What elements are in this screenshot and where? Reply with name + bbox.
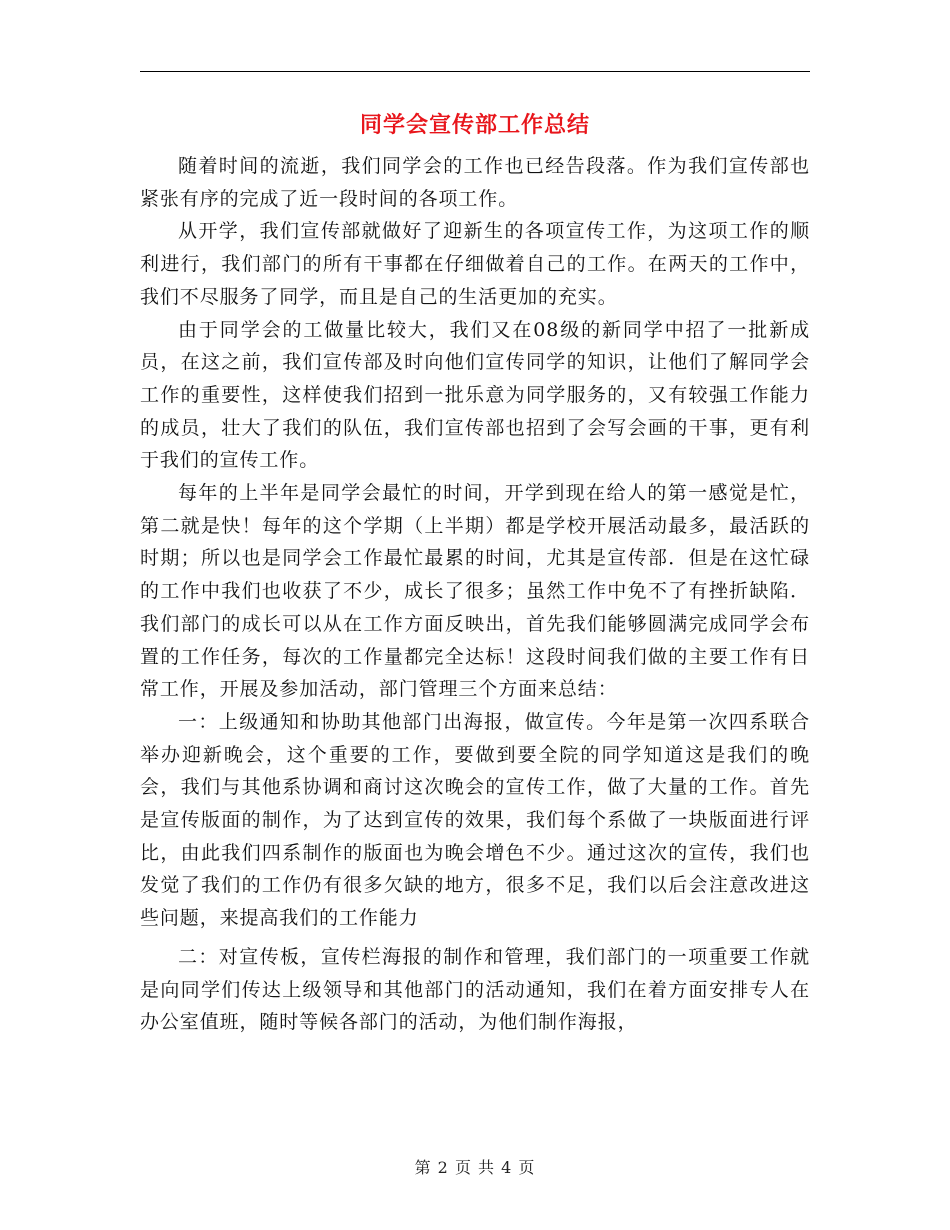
page-number-footer: 第 2 页 共 4 页: [414, 1158, 536, 1177]
paragraph-item-two: 二：对宣传板，宣传栏海报的制作和管理，我们部门的一项重要工作就是向同学们传达上级领导和其他部门的活动通知，我们在着方面安排专人在办公室值班，随时等候各部门的活动，为他们制作海报，: [140, 945, 810, 1034]
paragraph-orientation: 从开学，我们宣传部就做好了迎新生的各项宣传工作，为这项工作的顺利进行，我们部门的所有干事都在仔细做着自己的工作。在两天的工作中，我们不尽服务了同学，而且是自己的生活更加的充实。: [140, 220, 810, 308]
header-rule: [140, 71, 810, 72]
document-title: 同学会宣传部工作总结: [359, 112, 590, 138]
paragraph-busy-semester: 每年的上半年是同学会最忙的时间，开学到现在给人的第一感觉是忙，第二就是快！每年的这个学期（上半期）都是学校开展活动最多，最活跃的时期；所以也是同学会工作最忙最累的时间，尤其是宣传部．但是在这忙碌的工作中我们也收获了不少，成长了很多；虽然工作中免不了有挫折缺陷．我们部门的成长可以从在工作方面反映出，首先我们能够圆满完成同学会布置的工作任务，每次的工作量都完全达标！这段时间我们做的主要工作有日常工作，开展及参加活动，部门管理三个方面来总结：: [140, 482, 810, 701]
paragraph-intro: 随着时间的流逝，我们同学会的工作也已经告段落。作为我们宣传部也紧张有序的完成了近一段时间的各项工作。: [140, 155, 810, 210]
document-body: [140, 150, 810, 1039]
paragraph-item-one: 一：上级通知和协助其他部门出海报，做宣传。今年是第一次四系联合举办迎新晚会，这个重要的工作，要做到要全院的同学知道这是我们的晚会，我们与其他系协调和商讨这次晚会的宣传工作，做了大量的工作。首先是宣传版面的制作，为了达到宣传的效果，我们每个系做了一块版面进行评比，由此我们四系制作的版面也为晚会增色不少。通过这次的宣传，我们也发觉了我们的工作仍有很多欠缺的地方，很多不足，我们以后会注意改进这些问题，来提高我们的工作能力: [140, 710, 810, 930]
paragraph-recruitment: 由于同学会的工做量比较大，我们又在08级的新同学中招了一批新成员，在这之前，我们宣传部及时向他们宣传同学的知识，让他们了解同学会工作的重要性，这样使我们招到一批乐意为同学服务的，又有较强工作能力的成员，壮大了我们的队伍，我们宣传部也招到了会写会画的干事，更有利于我们的宣传工作。: [140, 318, 810, 472]
